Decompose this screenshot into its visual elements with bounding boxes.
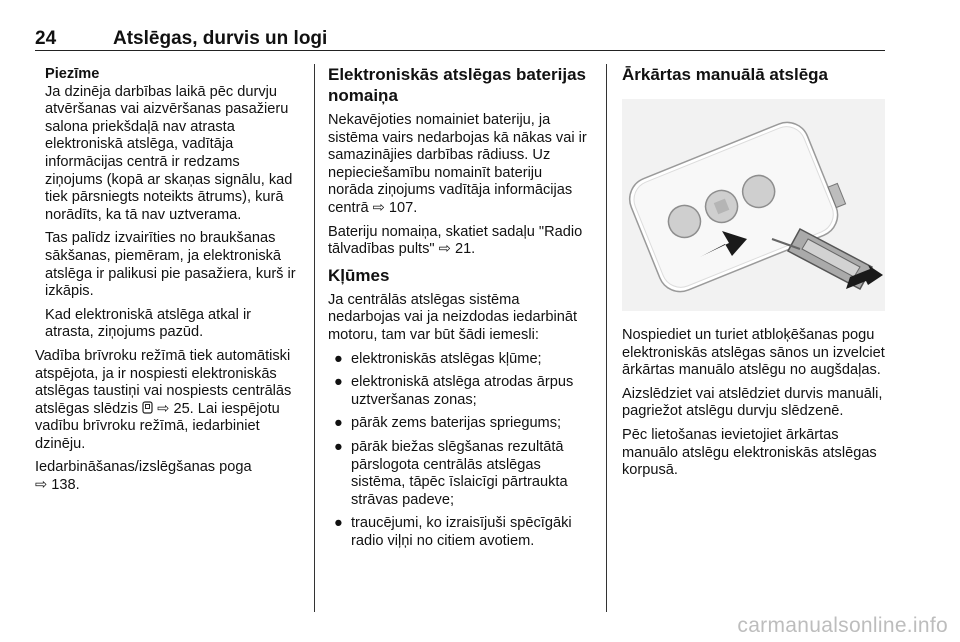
list-item-text: pārāk zems baterijas spriegums; — [351, 415, 562, 432]
column-divider-1 — [314, 64, 315, 612]
list-item — [328, 374, 590, 409]
list-item-text: traucējumi, ko izraisījuši spēcīgāki radio viļņi no citiem avotiem. — [351, 515, 572, 549]
paragraph-faults-intro: Ja centrālās atslēgas sistēma nedarbojas vai ja neizdodas iedarbināt motoru, tam var būt šādi iemesli: — [328, 291, 578, 343]
lock-switch-icon — [142, 401, 153, 417]
paragraph-press-button: Nospiediet un turiet atbloķēšanas pogu elektroniskās atslēgas sānos un izvelciet ārkārtas manuālo atslēgu no augšdaļas. — [622, 327, 885, 379]
page-ref-arrow-icon: ⇨ — [438, 241, 451, 258]
watermark: carmanualsonline.info — [737, 614, 948, 637]
paragraph-start-stop-text: Iedarbināšanas/izslēgšanas poga — [35, 459, 252, 476]
paragraph-battery-see-ref: 21. — [454, 241, 476, 258]
paragraph-hands-free-text: Vadība brīvroku režīmā tiek automātiski atspējota, ja ir nospiesti elektroniskās atslēgas taustiņi vai nospiests centrālās atslēgas slēdzis — [35, 347, 292, 417]
list-item-text: pārāk biežas slēgšanas rezultātā pārslogota centrālās atslēgas sistēma, tāpēc īslaicīgi pārtraukta strāvas padeve; — [351, 438, 568, 508]
list-item — [328, 439, 590, 509]
paragraph-battery-ref: 107. — [388, 199, 418, 216]
heading-battery-replacement: Elektroniskās atslēgas baterijas nomaiņa — [328, 65, 586, 105]
page-title: Atslēgas, durvis un logi — [113, 28, 328, 49]
bullet-icon: ● — [334, 374, 343, 391]
bullet-icon: ● — [334, 515, 343, 532]
list-item — [328, 415, 590, 433]
column-3 — [622, 64, 887, 486]
bullet-icon: ● — [334, 350, 343, 367]
page-ref-arrow-icon: ⇨ — [35, 477, 48, 494]
note-paragraph-1: Ja dzinēja darbības laikā pēc durvju atvēršanas vai aizvēršanas pasažieru salona priekšdaļā nav atrasta elektroniskā atslēga, vadītāja informācijas centrā ir redzams ziņojums (kopā ar skaņas signālu, kad tiek pārsniegts noteikts ātrums), kurā norādīts, ka tā nav uztverama. — [45, 83, 293, 223]
paragraph-hands-free — [35, 348, 300, 454]
list-item — [328, 351, 590, 369]
paragraph-battery — [328, 112, 590, 218]
page-number: 24 — [35, 28, 57, 49]
paragraph-battery-text: Nekavējoties nomainiet bateriju, ja sistēma vairs nedarbojas kā nākas vai ir samazinājies darbības rādiuss. Uz nepieciešamību nomainīt bateriju norāda ziņojums vadītāja informācijas centrā — [328, 112, 587, 216]
heading-faults: Kļūmes — [328, 265, 390, 285]
paragraph-start-stop — [35, 459, 300, 494]
paragraph-battery-see — [328, 224, 590, 259]
list-item-text: elektroniskā atslēga atrodas ārpus uztveršanas zonas; — [351, 374, 574, 408]
note-paragraph-2: Tas palīdz izvairīties no braukšanas sākšanas, piemēram, ja elektroniskā atslēga ir palikusi pie pasažiera, kurš ir izkāpis. — [45, 230, 296, 300]
paragraph-lock-doors: Aizslēdziet vai atslēdziet durvis manuāli, pagriežot atslēgu durvju slēdzenē. — [622, 385, 883, 420]
paragraph-after-use: Pēc lietošanas ievietojiet ārkārtas manuālo atslēgu elektroniskās atslēgas korpusā. — [622, 426, 877, 479]
faults-list — [328, 351, 590, 551]
heading-emergency-key: Ārkārtas manuālā atslēga — [622, 65, 828, 84]
note-title: Piezīme — [45, 66, 100, 82]
paragraph-hands-free-ref: 25. Lai iespējotu vadību brīvroku režīmā, iedarbiniet dzinēju. — [35, 400, 280, 452]
header-rule — [35, 50, 885, 51]
note-paragraph-3: Kad elektroniskā atslēga atkal ir atrasta, ziņojums pazūd. — [45, 306, 252, 341]
page-ref-arrow-icon: ⇨ — [157, 400, 170, 417]
key-card-illustration — [622, 99, 885, 311]
column-2 — [328, 64, 590, 556]
paragraph-start-stop-ref: 138. — [51, 477, 80, 494]
column-divider-2 — [606, 64, 607, 612]
page-ref-arrow-icon: ⇨ — [372, 199, 385, 216]
list-item — [328, 515, 590, 550]
bullet-icon: ● — [334, 415, 343, 432]
paragraph-battery-see-text: Bateriju nomaiņa, skatiet sadaļu "Radio tālvadības pults" — [328, 223, 583, 258]
list-item-text: elektroniskās atslēgas kļūme; — [351, 350, 542, 367]
column-1 — [35, 64, 300, 501]
bullet-icon: ● — [334, 438, 343, 455]
